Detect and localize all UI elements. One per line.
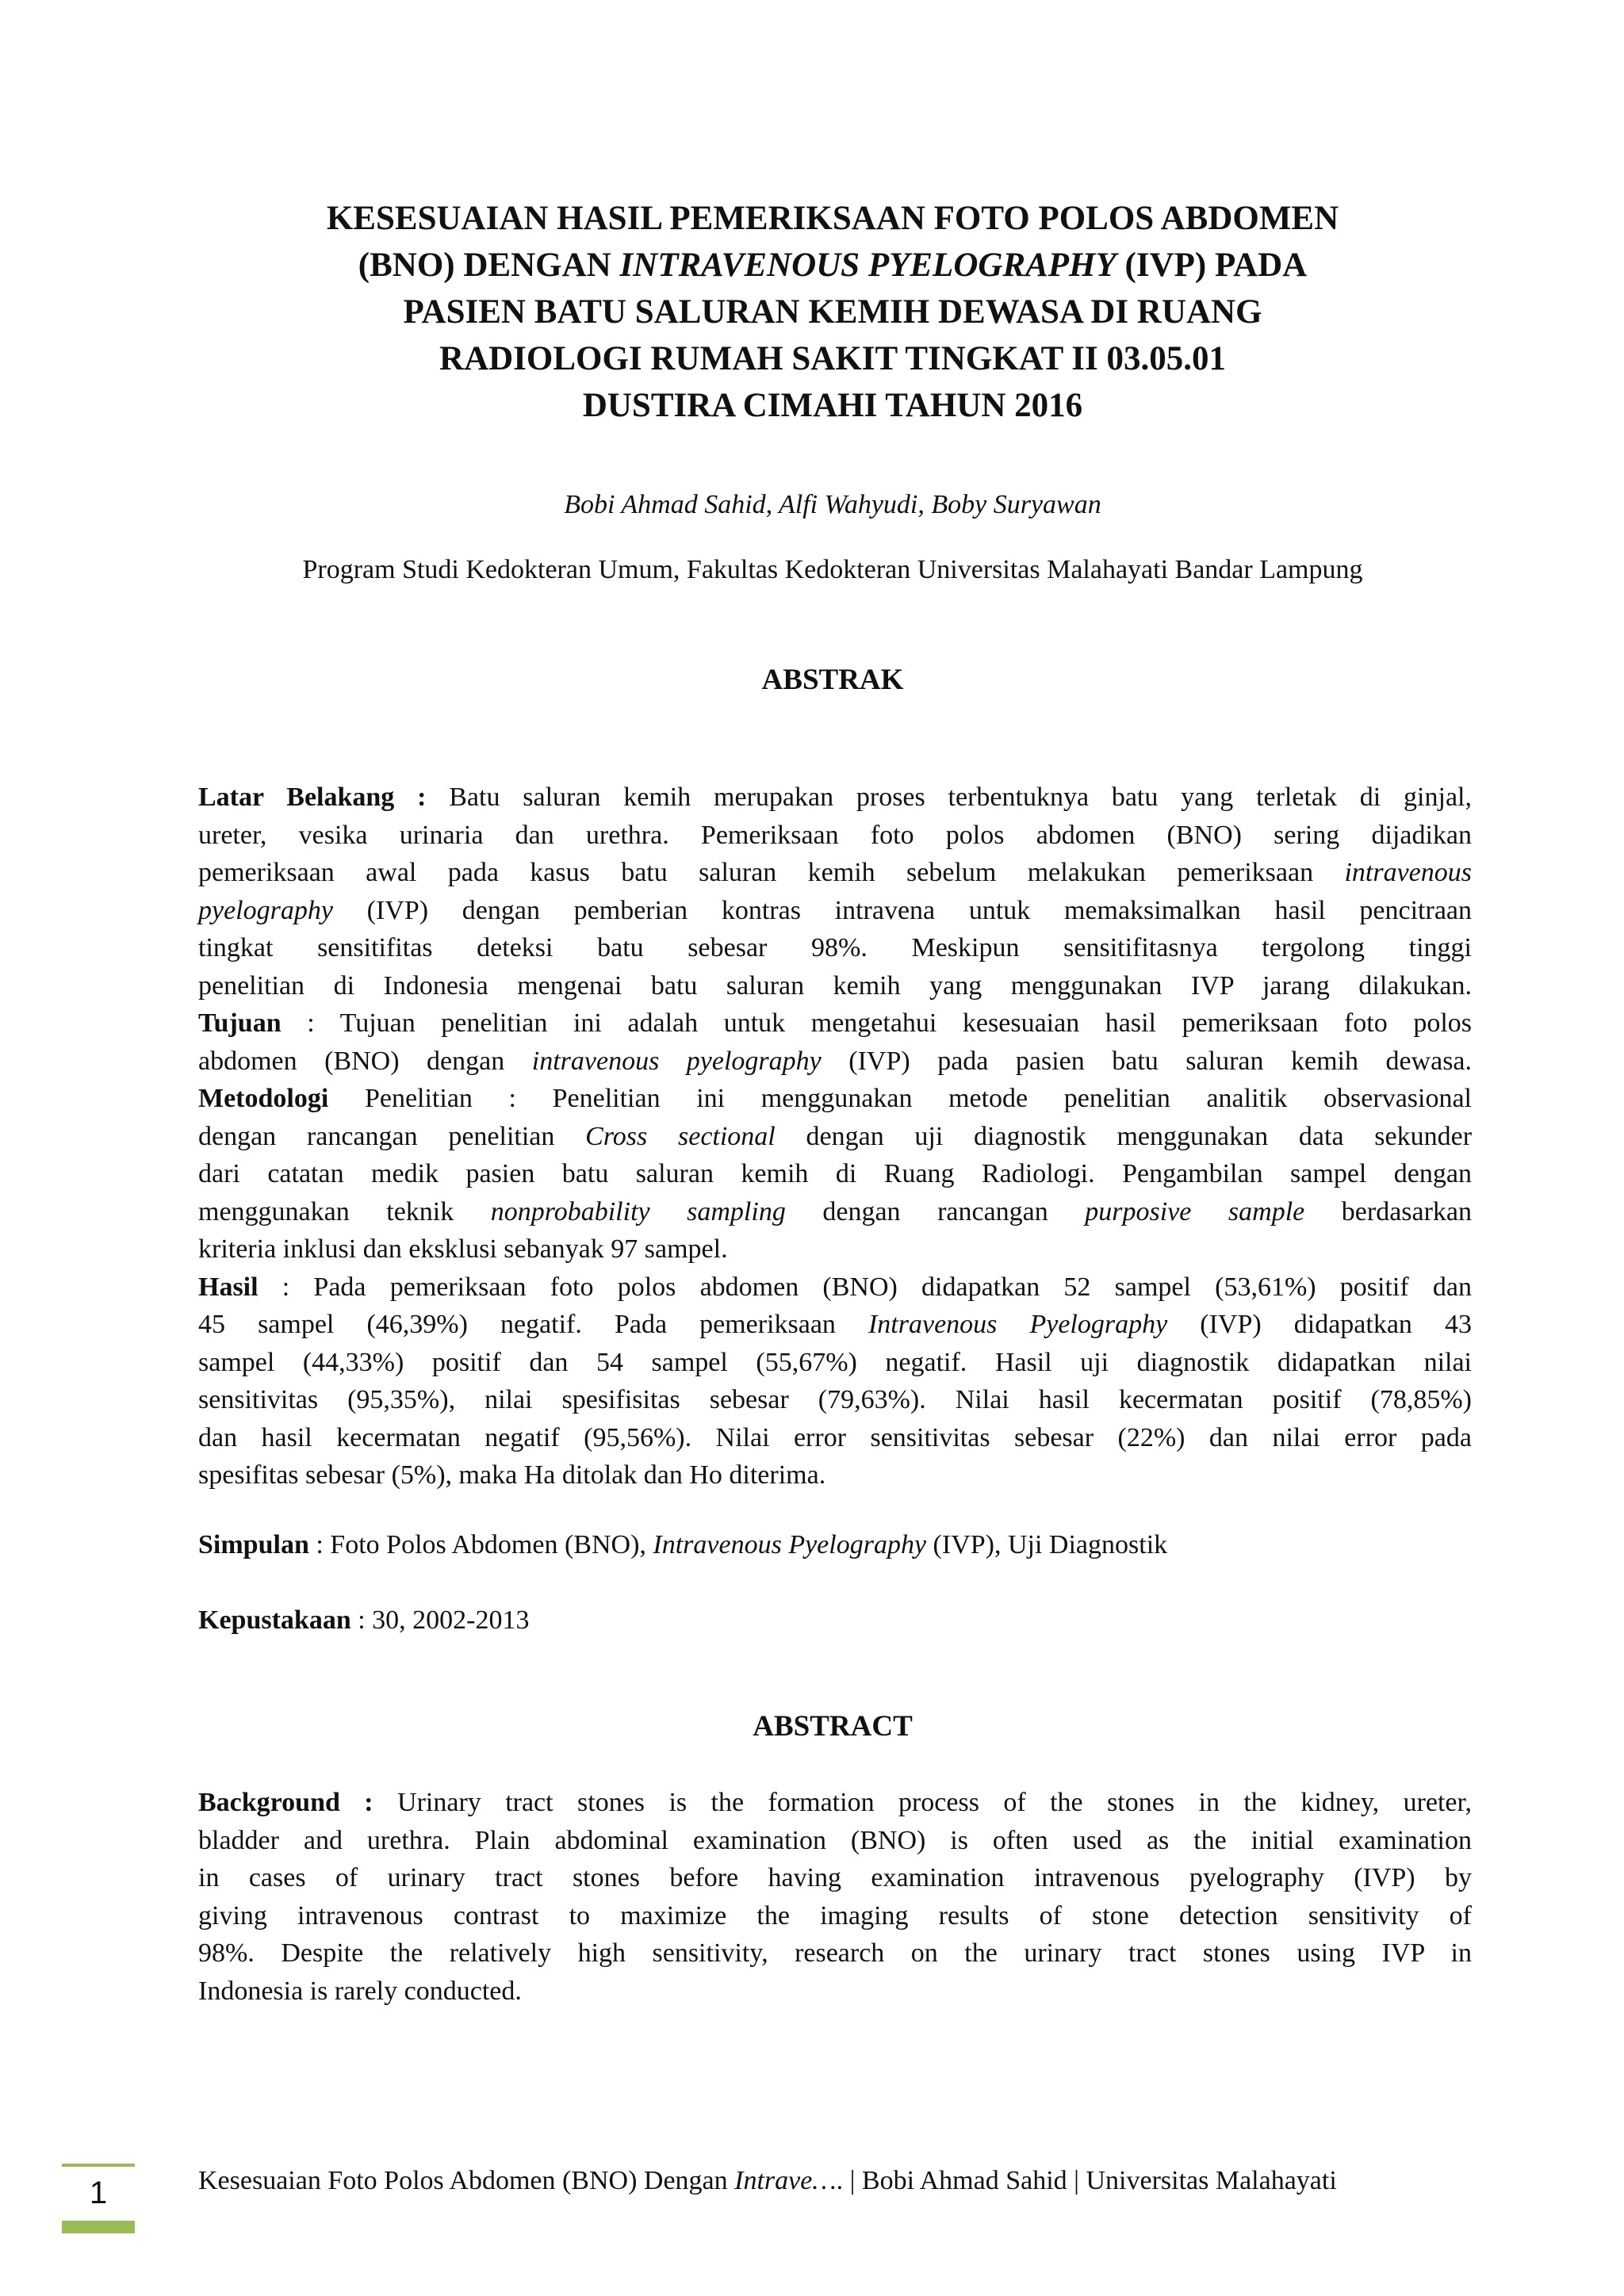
- italic-span: purposive sample: [1085, 1196, 1305, 1226]
- text-span: dengan rancangan: [822, 1196, 1048, 1226]
- text-span: (IVP) dengan pemberian kontras intravena untuk memaksimalkan hasil pencitraan: [366, 895, 1472, 925]
- text-span: Urinary tract stones is the formation process of the stones in the kidney, ureter,: [397, 1788, 1472, 1817]
- text-line: [198, 1381, 1472, 1419]
- text-span: 45 sampel (46,39%) negatif. Pada pemeriksaan: [198, 1310, 836, 1339]
- title-line-1: KESESUAIAN HASIL PEMERIKSAAN FOTO POLOS ABDOMEN: [326, 200, 1339, 237]
- text-span: dan hasil kecermatan negatif (95,56%). Nilai error sensitivitas sebesar (22%) dan nilai error pada: [198, 1422, 1472, 1452]
- italic-span: intravenous: [1344, 858, 1472, 887]
- text-line: [198, 929, 1472, 967]
- page-number: 1: [89, 2175, 108, 2210]
- text-span: dari catatan medik pasien batu saluran kemih di Ruang Radiologi. Pengambilan sampel dengan: [198, 1159, 1472, 1188]
- text-line: [198, 1822, 1472, 1860]
- text-line: [198, 967, 1472, 1005]
- italic-span: Intravenous Pyelography: [653, 1530, 927, 1559]
- text-span: menggunakan teknik: [198, 1196, 454, 1226]
- text-line: [198, 1193, 1472, 1231]
- text-span: (IVP), Uji Diagnostik: [933, 1530, 1168, 1559]
- background-label: Background :: [198, 1788, 373, 1817]
- text-span: dengan uji diagnostik menggunakan data sekunder: [806, 1121, 1473, 1151]
- abstrak-heading: ABSTRAK: [761, 664, 904, 696]
- text-line: [198, 1118, 1472, 1156]
- text-line: [198, 817, 1472, 855]
- text-line: [198, 1456, 1472, 1494]
- title-line-2: [198, 242, 1467, 289]
- text-span: : 30, 2002-2013: [358, 1605, 530, 1635]
- text-span: Indonesia is rarely conducted.: [198, 1976, 522, 2006]
- text-span: (IVP) didapatkan 43: [1200, 1310, 1472, 1339]
- text-line: [198, 779, 1472, 817]
- hasil-label: Hasil: [198, 1272, 259, 1302]
- text-line: [198, 1934, 1472, 1973]
- text-span: in cases of urinary tract stones before having examination intravenous pyelography (IVP) by: [198, 1863, 1472, 1892]
- text-span: pemeriksaan awal pada kasus batu saluran kemih sebelum melakukan pemeriksaan: [198, 858, 1314, 887]
- text-line: [198, 1004, 1472, 1043]
- italic-span: intravenous pyelography: [531, 1046, 822, 1076]
- text-span: ureter, vesika urinaria dan urethra. Pemeriksaan foto polos abdomen (BNO) sering dijadikan: [198, 820, 1472, 850]
- text-line: [198, 1419, 1472, 1457]
- text-span: . | Bobi Ahmad Sahid | Universitas Malahayati: [836, 2166, 1337, 2195]
- text-span: (IVP) pada pasien batu saluran kemih dewasa.: [848, 1046, 1473, 1076]
- text-span: : Tujuan penelitian ini adalah untuk mengetahui kesesuaian hasil pemeriksaan foto polos: [307, 1008, 1473, 1038]
- simpulan-line: [198, 1530, 1167, 1560]
- text-span: spesifitas sebesar (5%), maka Ha ditolak dan Ho diterima.: [198, 1460, 826, 1490]
- kepustakaan-label: Kepustakaan: [198, 1605, 351, 1635]
- text-line: [198, 854, 1472, 892]
- text-span: sampel (44,33%) positif dan 54 sampel (55,67%) negatif. Hasil uji diagnostik didapatkan nilai: [198, 1347, 1472, 1377]
- text-span: : Foto Polos Abdomen (BNO),: [316, 1530, 646, 1559]
- text-line: [198, 1155, 1472, 1193]
- text-span: kriteria inklusi dan eksklusi sebanyak 97 sampel.: [198, 1234, 728, 1264]
- text-span: bladder and urethra. Plain abdominal examination (BNO) is often used as the initial examination: [198, 1825, 1472, 1855]
- italic-span: Cross sectional: [585, 1121, 776, 1151]
- authors: Bobi Ahmad Sahid, Alfi Wahyudi, Boby Suryawan: [564, 490, 1101, 519]
- tujuan-label: Tujuan: [198, 1008, 282, 1038]
- running-footer: [198, 2166, 1337, 2196]
- text-span: : Pada pemeriksaan foto polos abdomen (BNO) didapatkan 52 sampel (53,61%) positif dan: [282, 1272, 1472, 1302]
- metodologi-label: Metodologi: [198, 1084, 329, 1113]
- text-line: [198, 1973, 1472, 2011]
- text-span: sensitivitas (95,35%), nilai spesifisitas sebesar (79,63%). Nilai hasil kecermatan positif (78,85%): [198, 1385, 1472, 1414]
- italic-span: pyelography: [198, 895, 333, 925]
- text-span: 98%. Despite the relatively high sensitivity, research on the urinary tract stones using IVP in: [198, 1938, 1472, 1968]
- simpulan-label: Simpulan: [198, 1530, 309, 1559]
- text-line: [198, 1306, 1472, 1344]
- text-span: giving intravenous contrast to maximize the imaging results of stone detection sensitivity of: [198, 1900, 1472, 1931]
- text-line: [198, 1080, 1472, 1118]
- title-line-4: RADIOLOGI RUMAH SAKIT TINGKAT II 03.05.01: [439, 340, 1226, 377]
- abstract-heading: ABSTRACT: [753, 1710, 913, 1743]
- title-line-2-pre: (BNO) DENGAN: [358, 247, 620, 284]
- text-span: tingkat sensitifitas deteksi batu sebesar 98%. Meskipun sensitifitasnya tergolong tinggi: [198, 933, 1472, 962]
- italic-span: nonprobability sampling: [490, 1196, 786, 1226]
- text-span: abdomen (BNO) dengan: [198, 1046, 505, 1076]
- text-span: Penelitian : Penelitian ini menggunakan metode penelitian analitik observasional: [364, 1084, 1473, 1113]
- text-span: Batu saluran kemih merupakan proses terbentuknya batu yang terletak di ginjal,: [449, 783, 1472, 812]
- text-span: penelitian di Indonesia mengenai batu saluran kemih yang menggunakan IVP jarang dilakukan.: [198, 970, 1472, 1001]
- abstrak-body: [198, 779, 1472, 1494]
- title-line-5: DUSTIRA CIMAHI TAHUN 2016: [582, 387, 1083, 424]
- latar-belakang-label: Latar Belakang :: [198, 783, 427, 812]
- text-line: [198, 1897, 1472, 1935]
- text-line: [198, 892, 1472, 930]
- italic-span: Intrave…: [734, 2166, 837, 2195]
- text-line: [198, 1269, 1472, 1307]
- title-line-2-post: (IVP) PADA: [1116, 247, 1308, 284]
- footer-accent-top: [62, 2164, 135, 2167]
- title-line-3: PASIEN BATU SALURAN KEMIH DEWASA DI RUANG: [403, 293, 1262, 331]
- text-line: [198, 1344, 1472, 1382]
- kepustakaan-line: [198, 1605, 530, 1636]
- text-line: [198, 1230, 1472, 1269]
- italic-span: Intravenous Pyelography: [868, 1310, 1168, 1339]
- abstract-body: [198, 1784, 1472, 2010]
- paper-title: [198, 195, 1467, 429]
- text-span: Kesesuaian Foto Polos Abdomen (BNO) Dengan: [198, 2166, 728, 2195]
- text-span: berdasarkan: [1341, 1196, 1473, 1226]
- footer-accent-bottom: [62, 2221, 135, 2233]
- text-line: [198, 1859, 1472, 1897]
- text-line: [198, 1784, 1472, 1822]
- text-span: dengan rancangan penelitian: [198, 1121, 555, 1151]
- title-line-2-italic: INTRAVENOUS PYELOGRAPHY: [619, 247, 1116, 284]
- text-line: [198, 1043, 1472, 1081]
- affiliation: Program Studi Kedokteran Umum, Fakultas Kedokteran Universitas Malahayati Bandar Lampung: [302, 555, 1363, 584]
